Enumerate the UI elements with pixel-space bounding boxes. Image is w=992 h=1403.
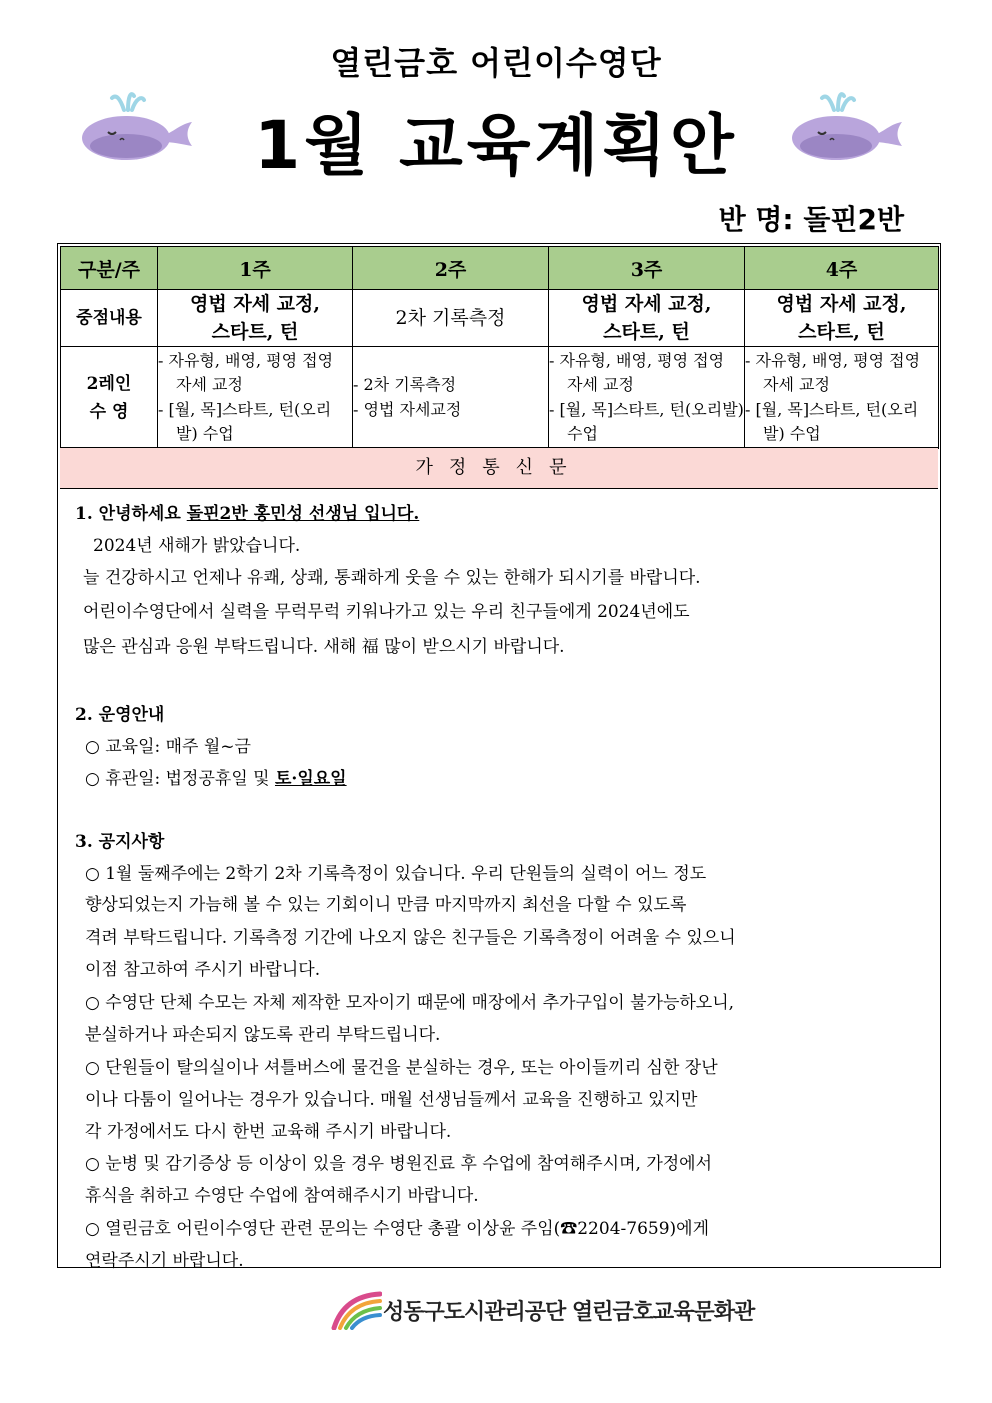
lane-cell-week-1 (158, 347, 353, 449)
lane-item: - [월, 목]스타트, 턴(오리발) 수업 (158, 399, 332, 443)
notice-line: ○ 열린금호 어린이수영단 관련 문의는 수영단 총괄 이상윤 주임(☎2204-7659)에게 (85, 1219, 709, 1239)
greeting-line: 늘 건강하시고 언제나 유쾌, 상쾌, 통쾌하게 웃을 수 있는 한해가 되시기를 바랍니다. (83, 568, 701, 588)
lane-item: - 자유형, 배영, 평영 접영 자세 교정 (158, 350, 334, 394)
header-cell-week-3: 3주 (549, 247, 745, 290)
row-label-lane (61, 347, 158, 449)
focus-cell-week-4 (745, 290, 939, 347)
focus-cell-week-2 (353, 290, 549, 347)
class-name: 반 명: 돌핀2반 (718, 203, 904, 236)
notice-line: ○ 눈병 및 감기증상 등 이상이 있을 경우 병원진료 후 수업에 참여해주시며, 가정에서 (85, 1154, 713, 1174)
focus-cell-week-1 (158, 290, 353, 347)
lane-label-line: 2레인 (86, 373, 132, 394)
section-1-heading (75, 499, 419, 524)
education-days: ○ 교육일: 매주 월~금 (85, 737, 251, 757)
focus-text: 영법 자세 교정, (776, 293, 907, 315)
focus-text: 스타트, 턴 (798, 321, 885, 343)
lane-item: - [월, 목]스타트, 턴(오리발) 수업 (745, 399, 919, 443)
table-row-lane (61, 347, 939, 449)
notice-line: 연락주시기 바랍니다. (85, 1251, 244, 1271)
notice-line: 각 가정에서도 다시 한번 교육해 주시기 바랍니다. (85, 1122, 452, 1142)
section-2-heading: 2. 운영안내 (75, 705, 165, 725)
newsletter-title: 가정통신문 (60, 447, 938, 489)
lane-label-line: 수 영 (89, 401, 129, 422)
notice-line: 분실하거나 파손되지 않도록 관리 부탁드립니다. (85, 1025, 441, 1045)
greeting-line: 많은 관심과 응원 부탁드립니다. 새해 福 많이 받으시기 바랍니다. (83, 637, 565, 657)
lane-item: - 영법 자세교정 (353, 399, 462, 419)
section-1-prefix: 1. 안녕하세요 (75, 504, 187, 524)
header-cell-category: 구분/주 (61, 247, 158, 290)
section-3-heading: 3. 공지사항 (75, 832, 165, 852)
notice-line: ○ 1월 둘째주에는 2학기 2차 기록측정이 있습니다. 우리 단원들의 실력이 어느 정도 (85, 864, 707, 884)
header-cell-week-1: 1주 (158, 247, 353, 290)
focus-text: 스타트, 턴 (211, 321, 299, 343)
notice-line: 격려 부탁드립니다. 기록측정 기간에 나오지 않은 친구들은 기록측정이 어려울 수 있으니 (85, 928, 736, 948)
focus-text: 영법 자세 교정, (581, 293, 712, 315)
notice-line: ○ 수영단 단체 수모는 자체 제작한 모자이기 때문에 매장에서 추가구입이 불가능하오니, (85, 993, 735, 1013)
lane-item: - 자유형, 배영, 평영 접영 자세 교정 (549, 350, 725, 394)
notice-line: 이나 다툼이 일어나는 경우가 있습니다. 매월 선생님들께서 교육을 진행하고 있지만 (85, 1090, 698, 1110)
header-cell-week-2: 2주 (353, 247, 549, 290)
closed-days-prefix: ○ 휴관일: 법정공휴일 및 (85, 769, 275, 789)
notice-line: 향상되었는지 가늠해 볼 수 있는 기회이니 만큼 마지막까지 최선을 다할 수 있도록 (85, 895, 687, 915)
focus-text: 2차 기록측정 (395, 307, 506, 329)
whale-icon-right (786, 88, 906, 164)
header-cell-week-4: 4주 (745, 247, 939, 290)
focus-cell-week-3 (549, 290, 745, 347)
teacher-greeting: 돌핀2반 홍민성 선생님 입니다. (186, 504, 420, 524)
notice-line: 이점 참고하여 주시기 바랍니다. (85, 960, 321, 980)
notice-line: ○ 단원들이 탈의실이나 셔틀버스에 물건을 분실하는 경우, 또는 아이들끼리 심한 장난 (85, 1058, 718, 1078)
plan-table (60, 246, 939, 449)
lane-item: - 2차 기록측정 (353, 375, 457, 394)
greeting-line: 2024년 새해가 밝았습니다. (93, 536, 301, 556)
greeting-line: 어린이수영단에서 실력을 무럭무럭 키워나가고 있는 우리 친구들에게 2024년에도 (83, 602, 690, 622)
closed-days (85, 764, 347, 789)
lane-item: - [월, 목]스타트, 턴(오리발) 수업 (549, 399, 744, 443)
rainbow-logo-icon (330, 1290, 382, 1330)
table-header-row (61, 247, 939, 290)
notice-line: 휴식을 취하고 수영단 수업에 참여해주시기 바랍니다. (85, 1186, 479, 1206)
row-label-focus: 중점내용 (61, 290, 158, 347)
lane-item: - 자유형, 배영, 평영 접영 자세 교정 (745, 350, 921, 394)
whale-icon-left (76, 88, 196, 164)
lane-cell-week-2 (353, 347, 549, 449)
table-row-focus (61, 290, 939, 347)
focus-text: 영법 자세 교정, (190, 293, 320, 315)
lane-cell-week-4 (745, 347, 939, 449)
page-title: 1월 교육계획안 (254, 107, 738, 184)
lane-cell-week-3 (549, 347, 745, 449)
title-line-1: 열린금호 어린이수영단 (330, 44, 662, 82)
org-name: 성동구도시관리공단 열린금호교육문화관 (383, 1300, 755, 1325)
focus-text: 스타트, 턴 (603, 321, 690, 343)
closed-days-weekend: 토·일요일 (274, 769, 347, 789)
